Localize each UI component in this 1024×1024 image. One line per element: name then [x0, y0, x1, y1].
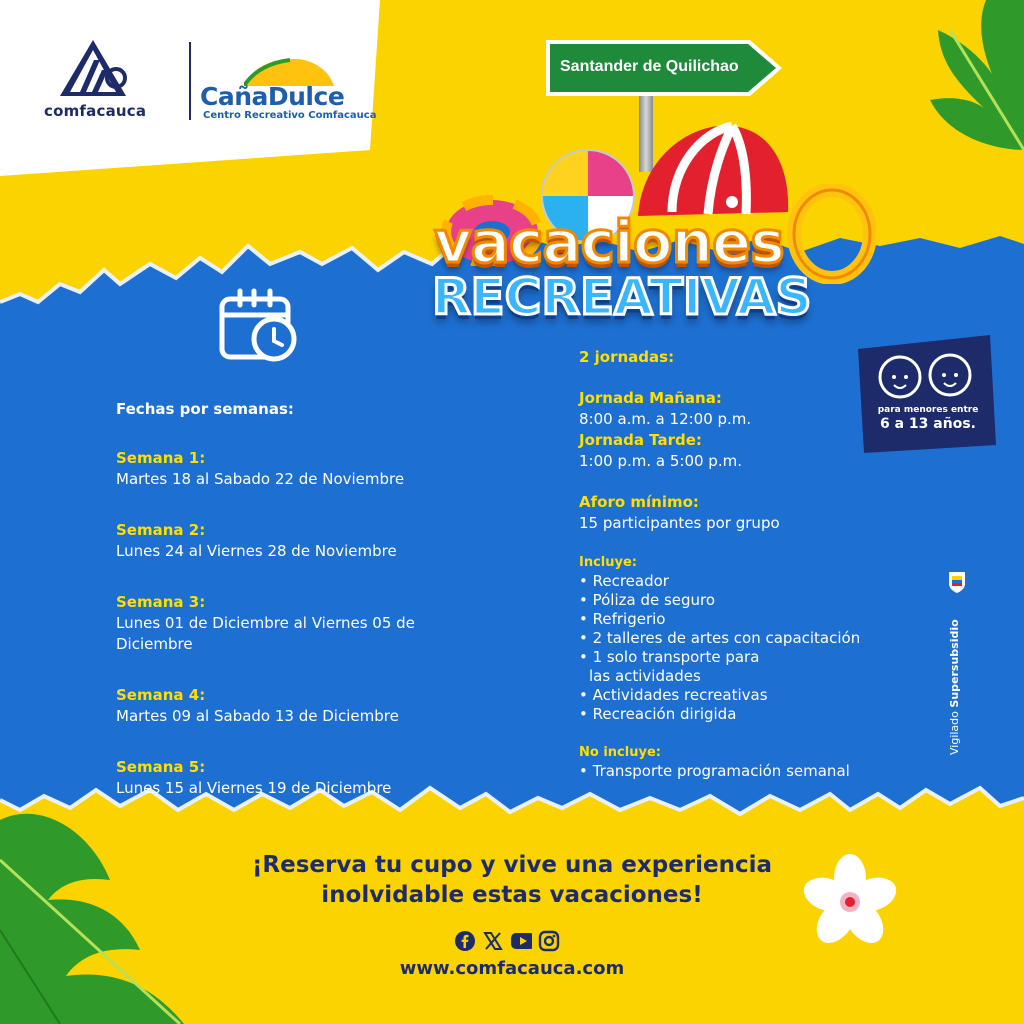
afternoon-time: 1:00 p.m. a 5:00 p.m.: [579, 452, 742, 470]
includes-item: • 1 solo transporte para: [579, 648, 760, 666]
dates-section: [116, 400, 476, 799]
excludes-item: • Transporte programación semanal: [579, 762, 850, 780]
includes-item: las actividades: [589, 667, 701, 685]
week-dates: Lunes 15 al Viernes 19 de Diciembre: [116, 779, 392, 797]
website-link[interactable]: www.comfacauca.com: [399, 958, 625, 979]
week-dates: Lunes 01 de Diciembre al Viernes 05 de Diciembre: [116, 614, 415, 653]
youtube-icon[interactable]: [510, 930, 532, 952]
includes-item: • 2 talleres de artes con capacitación: [579, 629, 861, 647]
week-item: [116, 592, 476, 655]
canadulce-logo-subtitle: Centro Recreativo Comfacauca: [203, 110, 377, 121]
x-icon[interactable]: [482, 930, 504, 952]
cta-line-1: ¡Reserva tu cupo y vive una experiencia: [251, 852, 773, 878]
capacity-label: Aforo mínimo:: [579, 493, 699, 511]
location-sign-text: Santander de Quilichao: [560, 58, 739, 75]
vigilado-name: Supersubsidio: [948, 619, 961, 708]
age-badge-subtitle: para menores entre: [877, 405, 979, 415]
palm-leaf-bottom-left: [0, 800, 220, 1024]
week-dates: Lunes 24 al Viernes 28 de Noviembre: [116, 542, 397, 560]
week-label: Semana 4:: [116, 686, 206, 704]
comfacauca-logo-text: comfacauca: [44, 102, 147, 120]
week-item: [116, 520, 476, 562]
includes-item: • Recreación dirigida: [579, 705, 737, 723]
facebook-icon[interactable]: [454, 930, 476, 952]
social-links: [454, 930, 560, 952]
includes-item: • Actividades recreativas: [579, 686, 768, 704]
title-line-2: RECREATIVAS: [432, 268, 812, 326]
excludes-label: No incluye:: [579, 745, 661, 760]
comfacauca-logo-icon: [58, 38, 128, 98]
vigilado-prefix: Vigilado: [948, 711, 961, 755]
calendar-clock-icon: [218, 287, 302, 363]
week-item: [116, 757, 476, 799]
week-item: [116, 685, 476, 727]
details-section: [579, 347, 939, 781]
schedule-heading: 2 jornadas:: [579, 348, 675, 366]
cta-line-2: inolvidable estas vacaciones!: [321, 882, 703, 908]
week-label: Semana 3:: [116, 593, 206, 611]
logo-divider: [189, 42, 191, 120]
week-dates: Martes 09 al Sabado 13 de Diciembre: [116, 707, 399, 725]
canadulce-logo-text: CañaDulce: [200, 82, 345, 111]
capacity-text: 15 participantes por grupo: [579, 514, 780, 532]
week-item: [116, 448, 476, 490]
week-label: Semana 2:: [116, 521, 206, 539]
week-label: Semana 1:: [116, 449, 206, 467]
supersubsidio-shield-icon: [947, 570, 967, 594]
week-label: Semana 5:: [116, 758, 206, 776]
includes-item: • Póliza de seguro: [579, 591, 716, 609]
includes-item: • Recreador: [579, 572, 669, 590]
age-badge-range: 6 a 13 años.: [880, 416, 976, 432]
title-line-1: vacaciones: [434, 208, 784, 276]
morning-label: Jornada Mañana:: [579, 389, 722, 407]
includes-label: Incluye:: [579, 555, 637, 570]
palm-leaf-top-right: [910, 0, 1024, 170]
dates-heading: Fechas por semanas:: [116, 400, 294, 418]
morning-time: 8:00 a.m. a 12:00 p.m.: [579, 410, 752, 428]
includes-item: • Refrigerio: [579, 610, 666, 628]
afternoon-label: Jornada Tarde:: [579, 431, 702, 449]
week-dates: Martes 18 al Sabado 22 de Noviembre: [116, 470, 405, 488]
instagram-icon[interactable]: [538, 930, 560, 952]
vigilado-supersubsidio-text: [948, 619, 961, 755]
